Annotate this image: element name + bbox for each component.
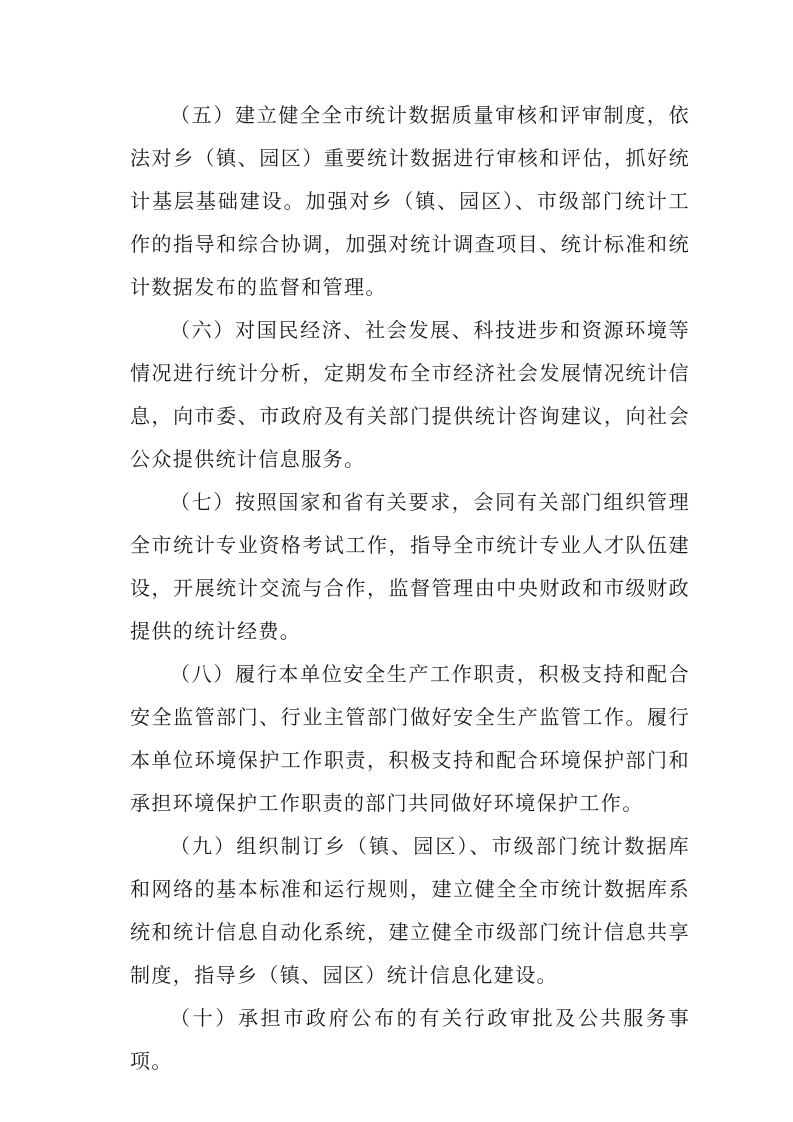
paragraph-seven: （七）按照国家和省有关要求，会同有关部门组织管理全市统计专业资格考试工作，指导全市统计专业人才队伍建设，开展统计交流与合作，监督管理由中央财政和市级财政提供的统计经费。 (130, 490, 690, 643)
paragraph-nine: （九）组织制订乡（镇、园区）、市级部门统计数据库和网络的基本标准和运行规则，建立健全全市统计数据库系统和统计信息自动化系统，建立健全市级部门统计信息共享制度，指导乡（镇、园区）统计信息化建设。 (130, 834, 690, 987)
paragraph-ten: （十）承担市政府公布的有关行政审批及公共服务事项。 (130, 1006, 690, 1073)
document-body (130, 94, 690, 1083)
paragraph-five: （五）建立健全全市统计数据质量审核和评审制度，依法对乡（镇、园区）重要统计数据进行审核和评估，抓好统计基层基础建设。加强对乡（镇、园区）、市级部门统计工作的指导和综合协调，加强对统计调查项目、统计标准和统计数据发布的监督和管理。 (130, 103, 690, 299)
paragraph-six: （六）对国民经济、社会发展、科技进步和资源环境等情况进行统计分析，定期发布全市经济社会发展情况统计信息，向市委、市政府及有关部门提供统计咨询建议，向社会公众提供统计信息服务。 (130, 318, 690, 471)
paragraph-eight: （八）履行本单位安全生产工作职责，积极支持和配合安全监管部门、行业主管部门做好安全生产监管工作。履行本单位环境保护工作职责，积极支持和配合环境保护部门和承担环境保护工作职责的部门共同做好环境保护工作。 (130, 662, 690, 815)
